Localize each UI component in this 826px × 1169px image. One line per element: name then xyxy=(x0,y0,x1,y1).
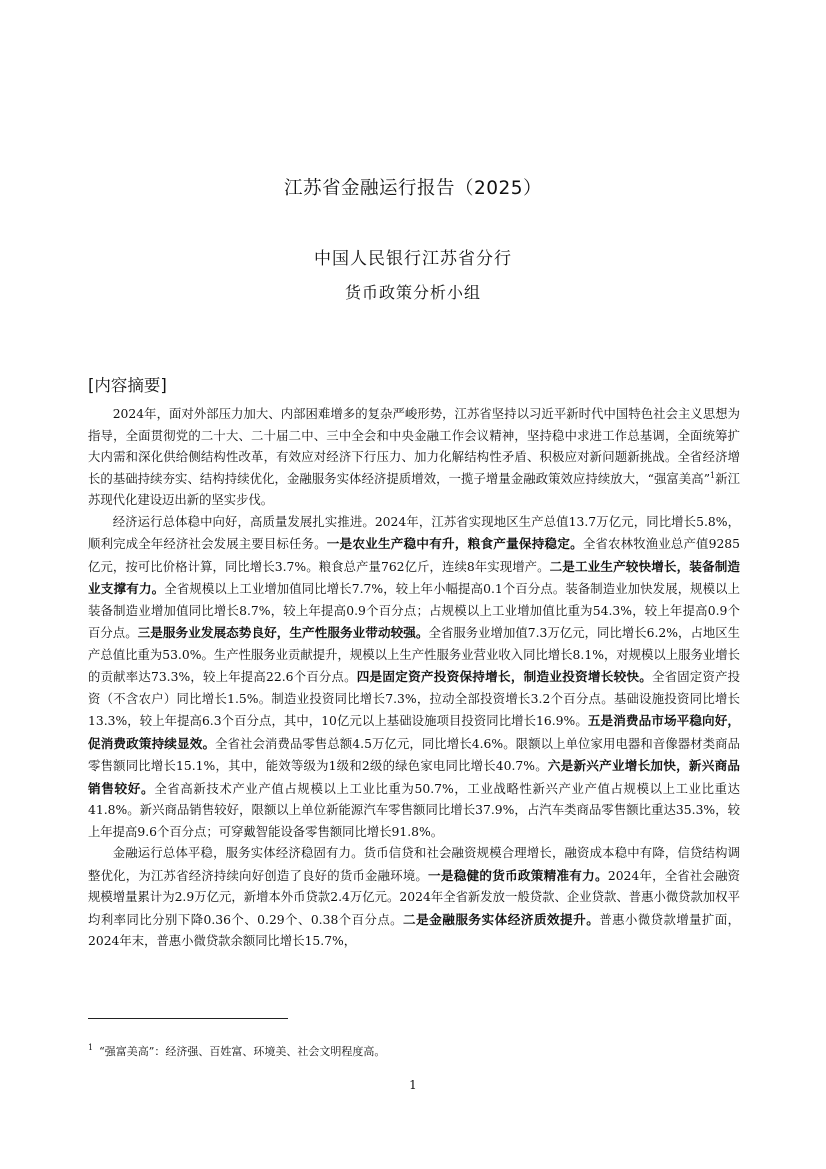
paragraph-3 xyxy=(88,843,740,953)
bold-point: 一是稳健的货币政策精准有力。 xyxy=(428,867,608,883)
bold-point: 一是农业生产稳中有升，粮食产量保持稳定。 xyxy=(326,536,583,551)
abstract-heading: [内容摘要] xyxy=(88,376,167,395)
bold-point: 三是服务业发展态势良好，生产性服务业带动较强。 xyxy=(137,625,429,640)
text-run: 全省固定资产投资（不含农户）同比增长1.5%。制造业投资同比增长7.3%，拉动全部投资增长3.2个百分点。基础设施投资同比增长13.3%，较上年提高6.3个百分点，其中，10亿元以上基础设施项目投资同比增长16.9%。 xyxy=(88,670,741,728)
bold-point: 六是新兴产业增长加快，新兴商品销售较好。 xyxy=(88,758,740,796)
abstract-body xyxy=(88,404,740,953)
footnote-reference[interactable]: 1 xyxy=(710,470,716,480)
bold-point: 四是固定资产投资保持增长，制造业投资增长较快。 xyxy=(356,669,653,684)
footnote-divider xyxy=(88,1018,288,1019)
bold-point: 二是工业生产较快增长，装备制造业支撑有力。 xyxy=(88,558,741,596)
report-title: 江苏省金融运行报告（2025） xyxy=(283,178,543,199)
text-run: 全省农林牧渔业总产值9285亿元，按可比价格计算，同比增长3.7%。粮食总产量762亿斤，连续8年实现增产。 xyxy=(88,537,741,574)
text-run: 全省社会消费品零售总额4.5万亿元，同比增长4.6%。限额以上单位家用电器和音像器材类商品零售额同比增长15.1%，其中，能效等级为1级和2级的绿色家电同比增长40.7%。 xyxy=(88,736,740,773)
text-run: 新江苏现代化建设迈出新的坚实步伐。 xyxy=(88,471,740,507)
footnote-number: 1 xyxy=(88,1043,94,1053)
bold-point: 二是金融服务实体经济质效提升。 xyxy=(403,911,600,927)
text-run: 全省服务业增加值7.3万亿元，同比增长6.2%，占地区生产总值比重为53.0%。生产性服务业贡献提升，规模以上生产性服务业营业收入同比增长8.1%，对规模以上服务业增长的贡献率达73.3%，较上年提高22.6个百分点。 xyxy=(88,626,741,684)
footnote xyxy=(88,1043,385,1059)
paragraph-2 xyxy=(88,512,740,844)
paragraph-1 xyxy=(88,404,740,512)
text-run: 经济运行总体稳中向好，高质量发展扎实推进。2024年，江苏省实现地区生产总值13.7万亿元，同比增长5.8%，顺利完成全年经济社会发展主要目标任务。 xyxy=(88,514,740,551)
footnote-text: “强富美高”：经济强、百姓富、环境美、社会文明程度高。 xyxy=(99,1045,386,1058)
bold-point: 五是消费品市场平稳向好，促消费政策持续显效。 xyxy=(88,713,741,751)
text-run: 全省高新技术产业产值占规模以上工业比重为50.7%，工业战略性新兴产业产值占规模以上工业比重达41.8%。新兴商品销售较好，限额以上单位新能源汽车零售额同比增长37.9%，占汽车类商品零售额比重达35.3%，较上年提高9.6个百分点；可穿戴智能设备零售额同比增长91.8%。 xyxy=(88,781,740,839)
text-run: 普惠小微贷款增量扩面，2024年末，普惠小微贷款余额同比增长15.7%， xyxy=(88,912,741,948)
text-run: 金融运行总体平稳，服务实体经济稳固有力。货币信贷和社会融资规模合理增长，融资成本稳中有降，信贷结构调整优化，为江苏省经济持续向好创造了良好的货币金融环境。 xyxy=(88,846,740,883)
text-run: 全省规模以上工业增加值同比增长7.7%，较上年小幅提高0.1个百分点。装备制造业加快发展，规模以上装备制造业增加值同比增长8.7%，较上年提高0.9个百分点；占规模以上工业增加值比重为54.3%，较上年提高0.9个百分点。 xyxy=(88,582,740,640)
organization-name: 中国人民银行江苏省分行 xyxy=(314,249,512,269)
text-run: 2024年，面对外部压力加大、内部困难增多的复杂严峻形势，江苏省坚持以习近平新时代中国特色社会主义思想为指导，全面贯彻党的二十大、二十届二中、三中全会和中央金融工作会议精神，坚持稳中求进工作总基调，全面统筹扩大内需和深化供给侧结构性改革，有效应对经济下行压力、加力化解结构性矛盾、积极应对新问题新挑战。全省经济增长的基础持续夯实、结构持续优化，金融服务实体经济提质增效，一揽子增量金融政策效应持续放大，“强富美高” xyxy=(88,407,740,486)
organization-group: 货币政策分析小组 xyxy=(344,283,481,302)
text-run: 2024年，全省社会融资规模增量累计为2.9万亿元，新增本外币贷款2.4万亿元。2024年全省新发放一般贷款、企业贷款、普惠小微贷款加权平均利率同比分别下降0.36个、0.29个、0.38个百分点。 xyxy=(88,868,741,927)
page-number: 1 xyxy=(409,1078,417,1092)
